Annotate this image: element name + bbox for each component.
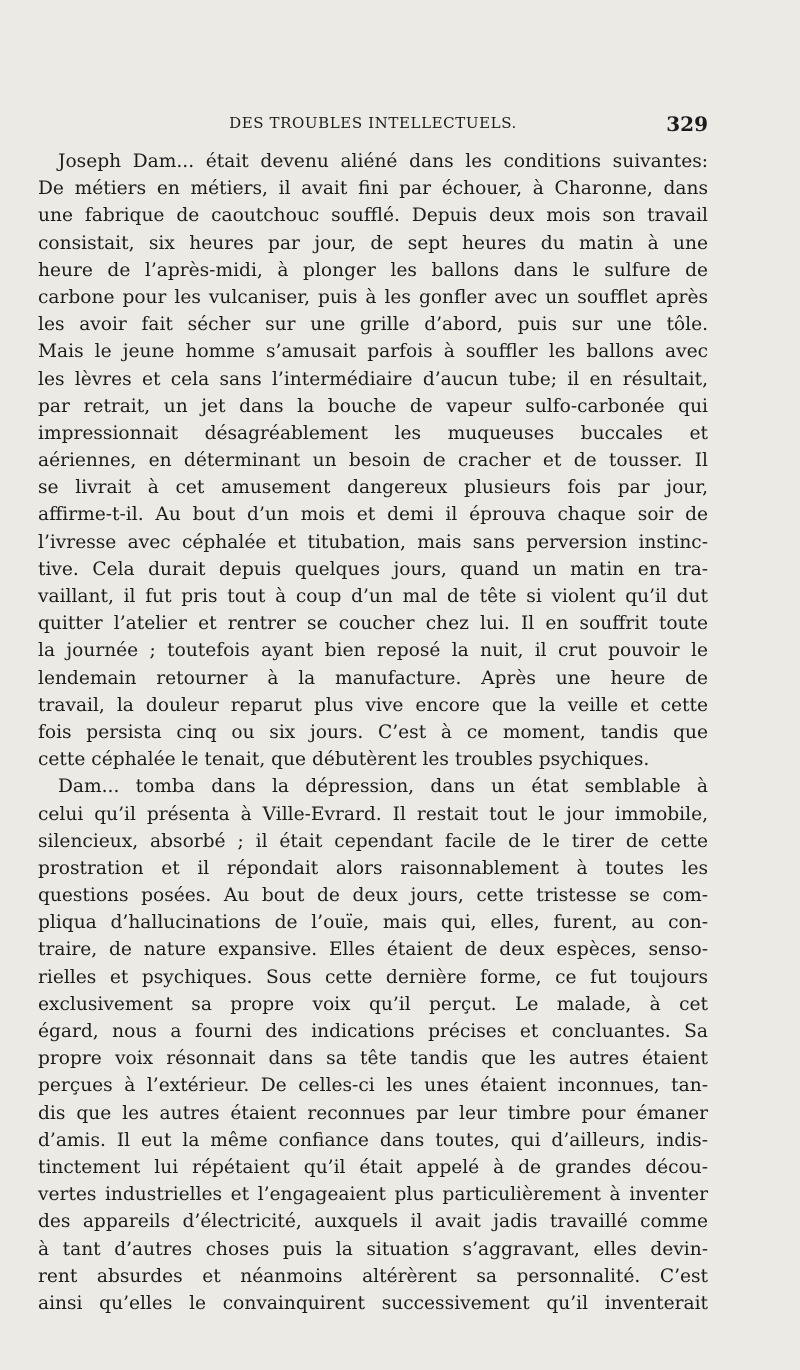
- text-line: d’amis. Il eut la même confiance dans toutes, qui d’ailleurs, indis-: [38, 1129, 708, 1151]
- text-line: une fabrique de caoutchouc soufflé. Depuis deux mois son travail: [38, 205, 708, 227]
- text-line: traire, de nature expansive. Elles étaient de deux espèces, senso-: [38, 939, 708, 961]
- text-line: l’ivresse avec céphalée et titubation, mais sans perversion instinc-: [38, 531, 708, 553]
- text-line: fois persista cinq ou six jours. C’est à ce moment, tandis que: [38, 721, 708, 743]
- text-line: Joseph Dam... était devenu aliéné dans les conditions suivantes:: [58, 151, 708, 172]
- text-line: par retrait, un jet dans la bouche de vapeur sulfo-carbonée qui: [38, 395, 708, 417]
- text-line: exclusivement sa propre voix qu’il perçut. Le malade, à cet: [38, 993, 708, 1015]
- text-line: se livrait à cet amusement dangereux plusieurs fois par jour,: [38, 477, 708, 499]
- text-line: celui qu’il présenta à Ville-Evrard. Il restait tout le jour immobile,: [38, 803, 708, 825]
- text-line: rielles et psychiques. Sous cette dernière forme, ce fut toujours: [38, 966, 708, 988]
- text-line: la journée ; toutefois ayant bien reposé la nuit, il crut pouvoir le: [38, 640, 708, 662]
- text-line: ainsi qu’elles le convainquirent successivement qu’il inventerait: [38, 1292, 708, 1314]
- text-line: Mais le jeune homme s’amusait parfois à souffler les ballons avec: [38, 341, 708, 363]
- text-line: cette céphalée le tenait, que débutèrent les troubles psychiques.: [38, 749, 650, 771]
- text-line: carbone pour les vulcaniser, puis à les gonfler avec un soufflet après: [38, 286, 708, 308]
- text-line: questions posées. Au bout de deux jours, cette tristesse se com-: [38, 885, 708, 907]
- text-line: égard, nous a fourni des indications précises et concluantes. Sa: [38, 1021, 708, 1042]
- text-line: propre voix résonnait dans sa tête tandis que les autres étaient: [38, 1048, 708, 1070]
- text-line: pliqua d’hallucinations de l’ouïe, mais qui, elles, furent, au con-: [38, 912, 708, 934]
- text-line: les lèvres et cela sans l’intermédiaire d’aucun tube; il en résultait,: [38, 368, 708, 390]
- text-line: rent absurdes et néanmoins altérèrent sa personnalité. C’est: [38, 1265, 708, 1287]
- text-line: vertes industrielles et l’engageaient plus particulièrement à inventer: [38, 1184, 708, 1206]
- text-line: heure de l’après-midi, à plonger les ballons dans le sulfure de: [38, 259, 708, 281]
- running-title: DES TROUBLES INTELLECTUELS.: [229, 114, 517, 132]
- text-line: prostration et il répondait alors raisonnablement à toutes les: [38, 857, 708, 879]
- text-line: à tant d’autres choses puis la situation s’aggravant, elles devin-: [38, 1238, 708, 1260]
- page-header: [38, 114, 708, 140]
- text-line: aériennes, en déterminant un besoin de cracher et de tousser. Il: [38, 450, 708, 472]
- body-text: [38, 148, 708, 1317]
- text-line: De métiers en métiers, il avait fini par échouer, à Charonne, dans: [38, 178, 708, 200]
- text-line: silencieux, absorbé ; il était cependant facile de le tirer de cette: [38, 830, 708, 852]
- text-line: Dam... tomba dans la dépression, dans un état semblable à: [58, 776, 708, 798]
- text-line: les avoir fait sécher sur une grille d’abord, puis sur une tôle.: [38, 314, 708, 336]
- text-line: travail, la douleur reparut plus vive encore que la veille et cette: [38, 694, 708, 716]
- text-line: tive. Cela durait depuis quelques jours, quand un matin en tra-: [38, 558, 708, 580]
- text-line: lendemain retourner à la manufacture. Après une heure de: [38, 667, 708, 689]
- text-line: quitter l’atelier et rentrer se coucher chez lui. Il en souffrit toute: [38, 613, 708, 635]
- text-line: affirme-t-il. Au bout d’un mois et demi il éprouva chaque soir de: [38, 504, 708, 526]
- page-number: 329: [666, 112, 708, 136]
- text-line: vaillant, il fut pris tout à coup d’un mal de tête si violent qu’il dut: [38, 586, 708, 607]
- text-line: tinctement lui répétaient qu’il était appelé à de grandes décou-: [38, 1156, 708, 1178]
- text-line: perçues à l’extérieur. De celles-ci les unes étaient inconnues, tan-: [38, 1075, 708, 1097]
- text-line: des appareils d’électricité, auxquels il avait jadis travaillé comme: [38, 1211, 708, 1233]
- text-line: consistait, six heures par jour, de sept heures du matin à une: [38, 232, 708, 254]
- text-line: dis que les autres étaient reconnues par leur timbre pour émaner: [38, 1102, 708, 1124]
- text-line: impressionnait désagréablement les muqueuses buccales et: [38, 422, 708, 444]
